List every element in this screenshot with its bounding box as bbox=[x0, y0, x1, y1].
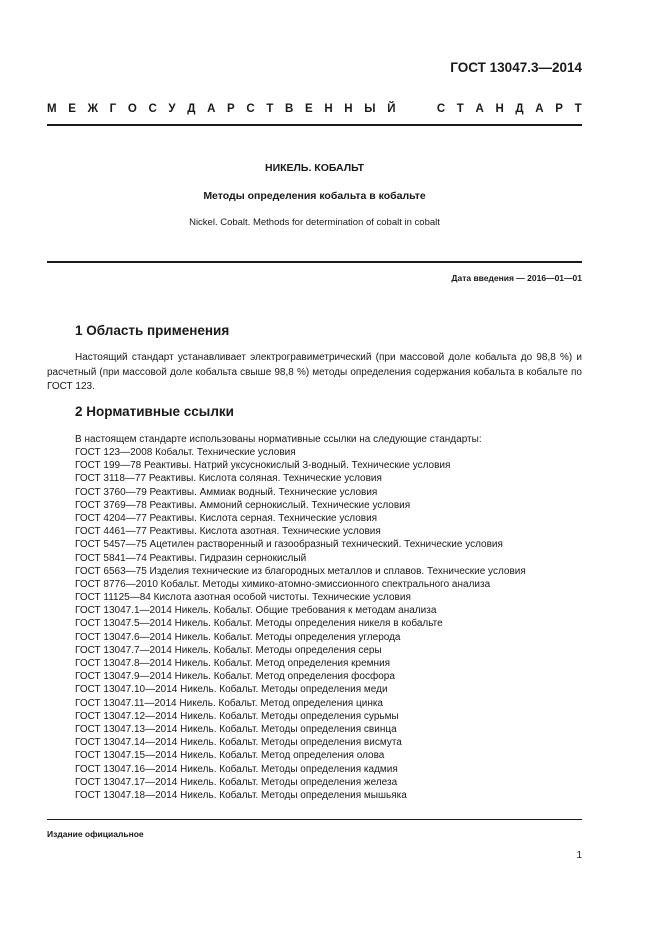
banner-letter: С bbox=[436, 103, 446, 115]
banner-letter: М bbox=[47, 103, 57, 115]
banner-letter: Н bbox=[495, 103, 504, 115]
document-subtitle: Методы определения кобальта в кобальте bbox=[203, 190, 426, 202]
banner-letter: Е bbox=[68, 103, 76, 115]
banner-letter: Й bbox=[387, 103, 396, 115]
banner-letter: Н bbox=[324, 103, 333, 115]
edition-note: Издание официальное bbox=[47, 829, 144, 839]
reference-item: ГОСТ 6563—75 Изделия технические из благородных металлов и сплавов. Технические условия bbox=[75, 565, 526, 577]
banner-letter: Ж bbox=[87, 103, 98, 115]
reference-item: ГОСТ 13047.15—2014 Никель. Кобальт. Метод определения олова bbox=[75, 750, 385, 762]
reference-item: ГОСТ 13047.6—2014 Никель. Кобальт. Методы определения углерода bbox=[75, 631, 401, 643]
reference-item: ГОСТ 13047.18—2014 Никель. Кобальт. Методы определения мышьяка bbox=[75, 789, 407, 801]
reference-item: ГОСТ 199—78 Реактивы. Натрий уксуснокислый 3-водный. Технические условия bbox=[75, 460, 451, 472]
banner-letter: А bbox=[475, 103, 484, 115]
banner-letter: Р bbox=[555, 103, 563, 115]
interstate-standard-banner bbox=[47, 103, 582, 115]
banner-letter: Г bbox=[109, 103, 117, 115]
page-number: 1 bbox=[576, 850, 582, 861]
reference-item: ГОСТ 3118—77 Реактивы. Кислота соляная. Технические условия bbox=[75, 473, 382, 485]
reference-item: ГОСТ 13047.11—2014 Никель. Кобальт. Метод определения цинка bbox=[75, 697, 383, 709]
reference-item: ГОСТ 123—2008 Кобальт. Технические условия bbox=[75, 447, 296, 458]
reference-item: ГОСТ 13047.1—2014 Никель. Кобальт. Общие требования к методам анализа bbox=[75, 605, 437, 617]
section-1-text-content: Настоящий стандарт устанавливает электрогравиметрический (при массовой доле кобальта до 98,8 %) и расчетный (при массовой доле кобальта свыше 98,8 %) методы определения содержания кобальта в кобальте по ГОСТ 123. bbox=[47, 352, 582, 392]
banner-letter: Р bbox=[227, 103, 235, 115]
banner-letter: Т bbox=[456, 103, 464, 115]
reference-item: ГОСТ 13047.17—2014 Никель. Кобальт. Методы определения железа bbox=[75, 776, 398, 788]
banner-letter: С bbox=[148, 103, 157, 115]
banner-letter: А bbox=[535, 103, 544, 115]
banner-letter: С bbox=[246, 103, 255, 115]
reference-item: ГОСТ 11125—84 Кислота азотная особой чистоты. Технические условия bbox=[75, 592, 411, 604]
english-title: Nickel. Cobalt. Methods for determination of cobalt in cobalt bbox=[189, 217, 440, 228]
reference-item: ГОСТ 13047.8—2014 Никель. Кобальт. Метод определения кремния bbox=[75, 658, 391, 669]
section-2-heading: 2 Нормативные ссылки bbox=[75, 404, 234, 419]
document-title: НИКЕЛЬ. КОБАЛЬТ bbox=[265, 162, 364, 174]
introduction-date: Дата введения — 2016—01—01 bbox=[451, 273, 582, 283]
banner-letter bbox=[422, 103, 425, 115]
banner-letter: А bbox=[207, 103, 216, 115]
banner-letter: Т bbox=[266, 103, 274, 115]
reference-item: ГОСТ 3760—79 Реактивы. Аммиак водный. Технические условия bbox=[75, 486, 378, 498]
banner-letter: У bbox=[168, 103, 176, 115]
banner-letter: Н bbox=[344, 103, 353, 115]
banner-letter: Д bbox=[515, 103, 524, 115]
reference-item: ГОСТ 3769—78 Реактивы. Аммоний сернокислый. Технические условия bbox=[75, 499, 411, 511]
header-rule bbox=[47, 124, 582, 126]
standard-code: ГОСТ 13047.3—2014 bbox=[450, 60, 582, 75]
section-1-text bbox=[47, 351, 582, 395]
footer-rule bbox=[47, 819, 582, 820]
reference-item: ГОСТ 13047.10—2014 Никель. Кобальт. Методы определения меди bbox=[75, 684, 388, 696]
reference-item: ГОСТ 13047.5—2014 Никель. Кобальт. Методы определения никеля в кобальте bbox=[75, 618, 443, 630]
banner-letter: О bbox=[127, 103, 137, 115]
section-1-heading: 1 Область применения bbox=[75, 323, 230, 338]
reference-item: ГОСТ 4461—77 Реактивы. Кислота азотная. Технические условия bbox=[75, 526, 381, 538]
banner-letter: Е bbox=[305, 103, 313, 115]
reference-item: ГОСТ 13047.16—2014 Никель. Кобальт. Методы определения кадмия bbox=[75, 763, 398, 775]
title-rule bbox=[47, 261, 582, 263]
references-intro: В настоящем стандарте использованы нормативные ссылки на следующие стандарты: bbox=[75, 434, 482, 445]
reference-item: ГОСТ 4204—77 Реактивы. Кислота серная. Технические условия bbox=[75, 512, 378, 524]
banner-letter: Т bbox=[574, 103, 582, 115]
banner-letter: Д bbox=[187, 103, 196, 115]
banner-letter bbox=[407, 103, 410, 115]
reference-item: ГОСТ 5841—74 Реактивы. Гидразин сернокислый bbox=[75, 552, 307, 564]
reference-item: ГОСТ 13047.13—2014 Никель. Кобальт. Методы определения свинца bbox=[75, 723, 397, 735]
banner-letter: Ы bbox=[364, 103, 376, 115]
reference-item: ГОСТ 8776—2010 Кобальт. Методы химико-атомно-эмиссионного спектрального анализа bbox=[75, 578, 491, 590]
references-list bbox=[75, 446, 526, 802]
banner-letter: В bbox=[285, 103, 294, 115]
reference-item: ГОСТ 13047.9—2014 Никель. Кобальт. Метод определения фосфора bbox=[75, 671, 395, 683]
reference-item: ГОСТ 13047.12—2014 Никель. Кобальт. Методы определения сурьмы bbox=[75, 710, 399, 722]
reference-item: ГОСТ 13047.14—2014 Никель. Кобальт. Методы определения висмута bbox=[75, 737, 402, 749]
reference-item: ГОСТ 5457—75 Ацетилен растворенный и газообразный технический. Технические условия bbox=[75, 539, 503, 551]
reference-item: ГОСТ 13047.7—2014 Никель. Кобальт. Методы определения серы bbox=[75, 644, 382, 656]
